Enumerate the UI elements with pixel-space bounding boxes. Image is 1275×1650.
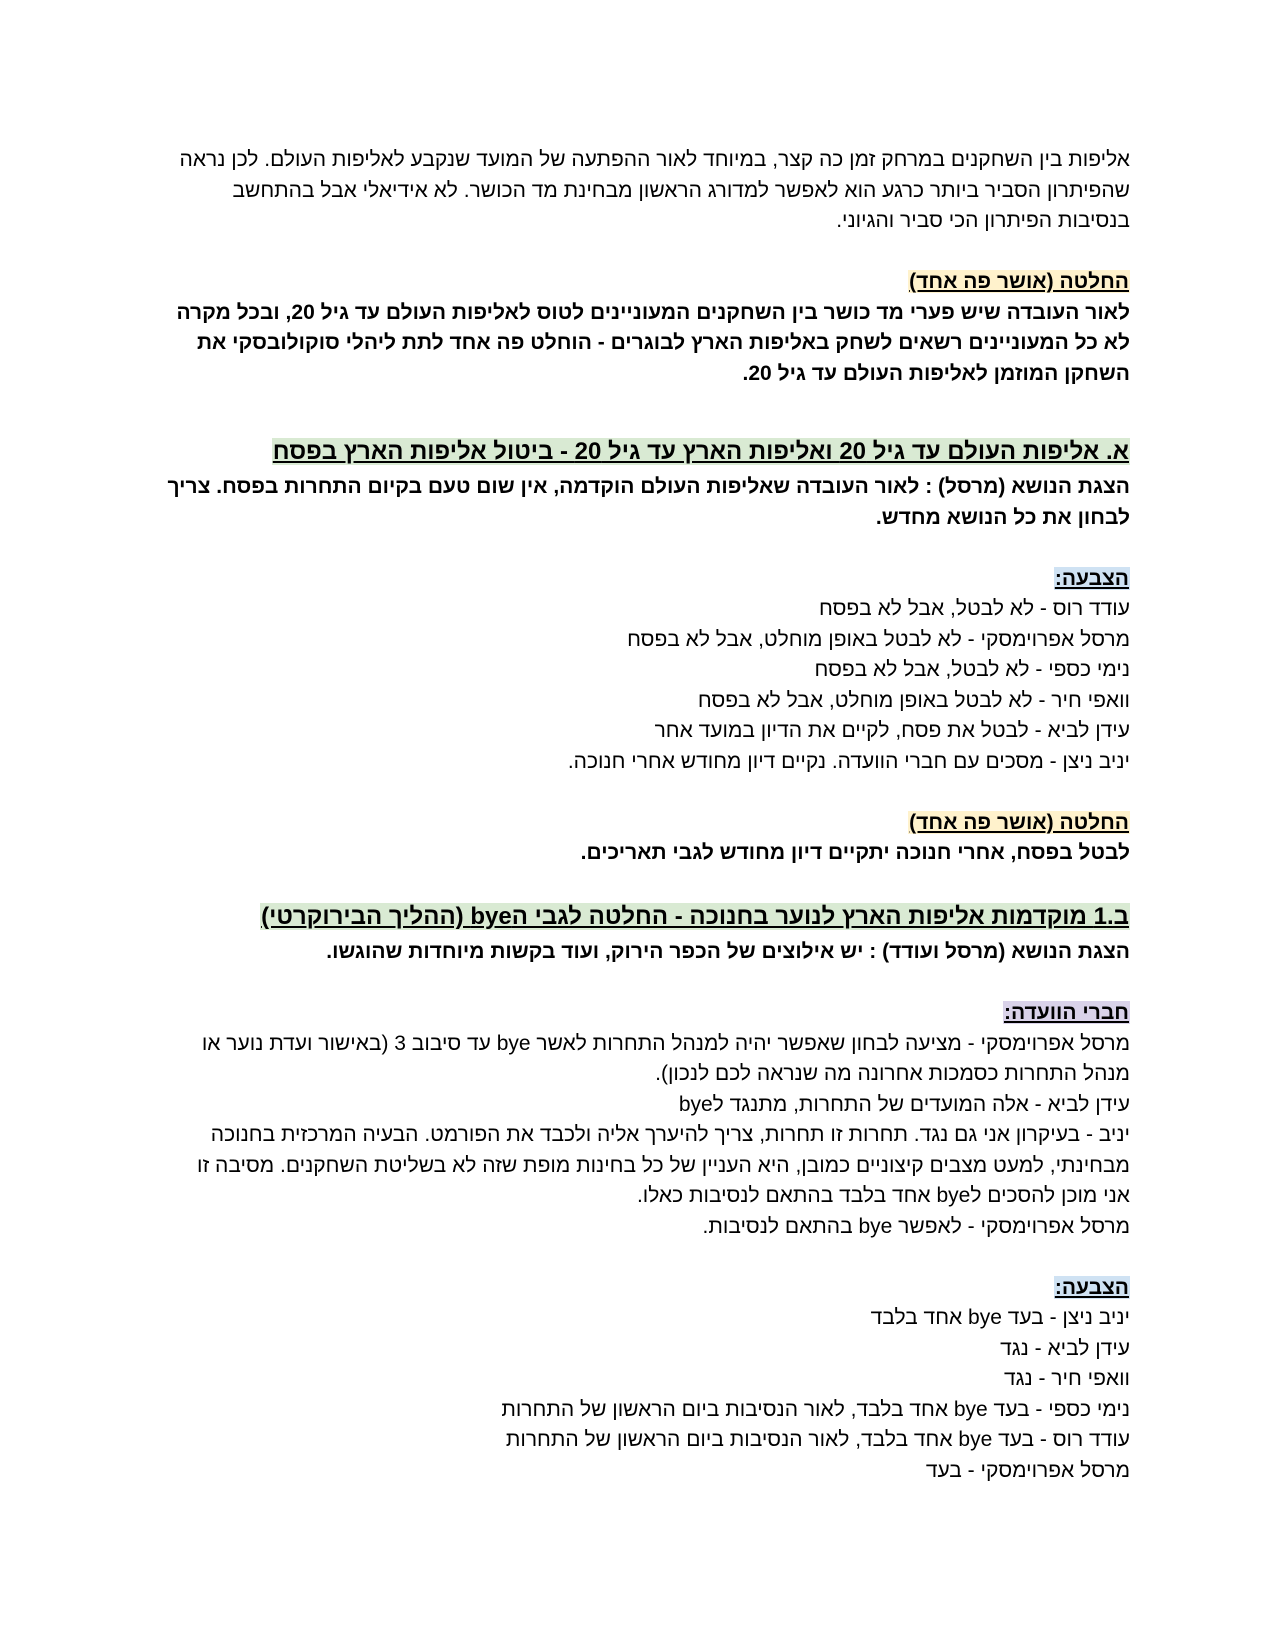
vote-item: נימי כספי - לא לבטל, אבל לא בפסח: [814, 658, 1130, 681]
intro-paragraph: [150, 145, 1130, 237]
member-opinion-line: מנהל התחרות כסמכות אחרונה מה שנראה לכם לנכון).: [655, 1062, 1130, 1085]
vote-item: עידן לביא - נגד: [1000, 1336, 1130, 1360]
intro-line: אליפות בין השחקנים במרחק זמן כה קצר, במיוחד לאור ההפתעה של המועד שנקבע לאליפות העולם. לכן נראה: [179, 148, 1130, 171]
vote-item: נימי כספי - בעד bye אחד בלבד, לאור הנסיבות ביום הראשון של התחרות: [501, 1397, 1130, 1421]
member-opinion-line: מבחינתי, למעט מצבים קיצוניים כמובן, היא העניין של כל בחינות מופת שזה לא בשליטת השחקנים. מסיבה זו: [196, 1153, 1130, 1177]
decision-text: לבטל בפסח, אחרי חנוכה יתקיים דיון מחודש לגבי תאריכים.: [580, 841, 1130, 864]
vote-item: עודד רוס - לא לבטל, אבל לא בפסח: [818, 597, 1130, 620]
vote-item: יניב ניצן - בעד bye אחד בלבד: [870, 1306, 1130, 1329]
vote-label: הצבעה:: [1054, 1275, 1129, 1299]
vote-label: הצבעה:: [1054, 566, 1129, 590]
member-opinion-line: יניב - בעיקרון אני גם נגד. תחרות זו תחרות, צריך להיערך אליה ולכבד את הפורמט. הבעיה המרכזית בחנוכה: [210, 1123, 1130, 1146]
vote-item: וואפי חיר - לא לבטל באופן מוחלט, אבל לא בפסח: [697, 688, 1130, 712]
member-opinion-line: מרסל אפרוימסקי - לאפשר bye בהתאם לנסיבות.: [702, 1214, 1130, 1238]
decision-label: החלטה (אושר פה אחד): [909, 270, 1129, 293]
member-opinion-line: מרסל אפרוימסקי - מציעה לבחון שאפשר יהיה למנהל התחרות לאשר bye עד סיבוב 3 (באישור ועדת נוער או: [201, 1031, 1130, 1055]
decision-line: לאור העובדה שיש פערי מד כושר בין השחקנים המעוניינים לטוס לאליפות העולם עד גיל 20, ובכל מקרה: [176, 300, 1130, 324]
document-page: [150, 145, 1130, 1486]
vote-item: יניב ניצן - מסכים עם חברי הוועדה. נקיים דיון מחודש אחרי חנוכה.: [567, 749, 1130, 773]
member-opinion-line: עידן לביא - אלה המועדים של התחרות, מתנגד לbye: [678, 1092, 1130, 1116]
vote-item: עידן לביא - לבטל את פסח, לקיים את הדיון במועד אחר: [654, 719, 1130, 742]
decision-line: לא כל המעוניינים רשאים לשחק באליפות הארץ לבוגרים - הוחלט פה אחד לתת ליהלי סוקולובסקי את: [196, 331, 1130, 354]
section-b: [150, 899, 1130, 1486]
section-b-presentation: הצגת הנושא (מרסל ועודד) : יש אילוצים של הכפר הירוק, ועוד בקשות מיוחדות שהוגשו.: [326, 940, 1130, 963]
member-opinion-line: אני מוכן להסכים לbye אחד בלבד בהתאם לנסיבות כאלו.: [636, 1184, 1130, 1207]
intro-line: שהפיתרון הסביר ביותר כרגע הוא לאפשר למדורג הראשון מבחינת מד הכושר. לא אידיאלי אבל בהתחשב: [232, 178, 1130, 202]
section-b-title: ב.1 מוקדמות אליפות הארץ לנוער בחנוכה - החלטה לגבי הbye (ההליך הבירוקרטי): [261, 903, 1129, 930]
section-a-presentation: לבחון את כל הנושא מחדש.: [875, 505, 1130, 529]
decision-line: השחקן המוזמן לאליפות העולם עד גיל 20.: [742, 361, 1130, 385]
decision-label: החלטה (אושר פה אחד): [909, 810, 1129, 834]
decision-block: [150, 267, 1130, 389]
vote-item: מרסל אפרוימסקי - בעד: [925, 1458, 1130, 1482]
section-a: [150, 434, 1130, 869]
vote-item: מרסל אפרוימסקי - לא לבטל באופן מוחלט, אבל לא בפסח: [627, 627, 1130, 651]
vote-item: עודד רוס - בעד bye אחד בלבד, לאור הנסיבות ביום הראשון של התחרות: [505, 1428, 1130, 1451]
members-label: חברי הוועדה:: [1003, 1001, 1129, 1024]
vote-item: וואפי חיר - נגד: [1003, 1367, 1130, 1390]
section-a-presentation: הצגת הנושא (מרסל) : לאור העובדה שאליפות העולם הוקדמה, אין שום טעם בקיום התחרות בפסח. צריך: [167, 475, 1130, 498]
intro-line: בנסיבות הפיתרון הכי סביר והגיוני.: [836, 209, 1130, 232]
section-a-title: א. אליפות העולם עד גיל 20 ואליפות הארץ עד גיל 20 - ביטול אליפות הארץ בפסח: [272, 438, 1129, 465]
